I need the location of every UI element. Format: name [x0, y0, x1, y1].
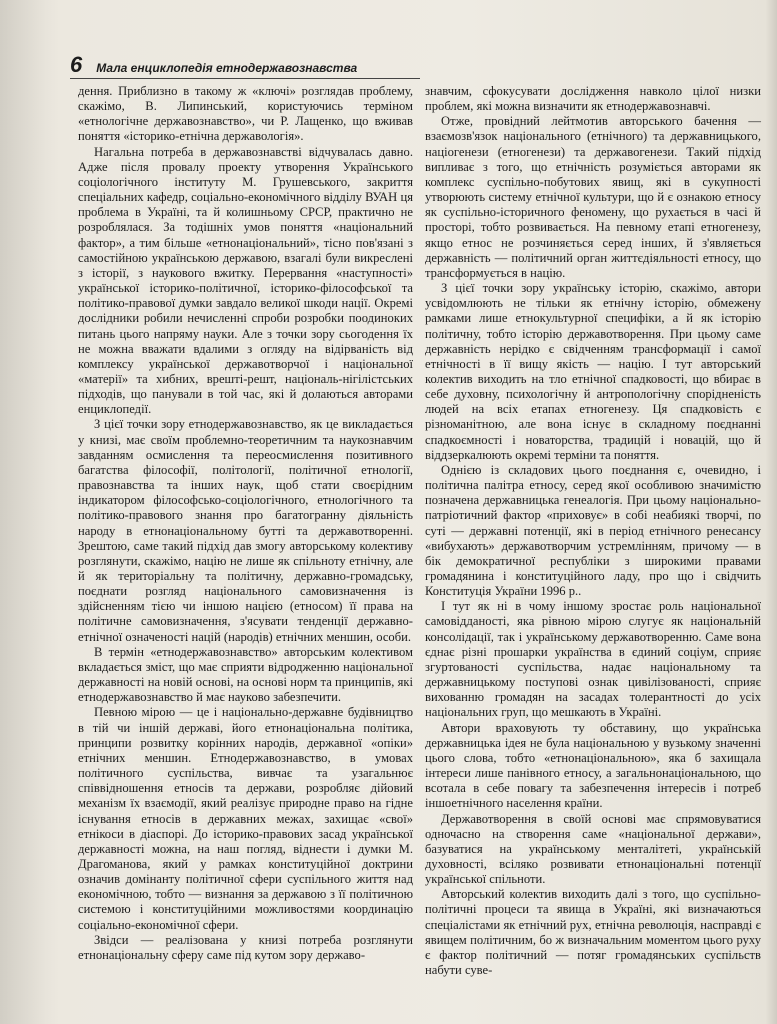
header-rule [70, 78, 420, 79]
paragraph: Нагальна потреба в державознавстві відчувалась давно. Адже після провалу проекту утворення Українського соціологічного інституту М. Грушевського, закриття спеціальних кафедр, соціально-економічного відділу ВУАН ця проблема в Україні, та й колишньому СРСР, практично не розроблялася. За тодішніх умов поняття «національний фактор», а тим більше «етнонаціональний», тісно пов'язані з самостійною українською державою, взагалі були викреслені з історії, з наукового вжитку. Перервання «наступності» української історико-політичної, історико-філософської та політико-правової думки завдало великої шкоди нації. Окремі дослідники робили нечисленні спроби розробки поодиноких питань цього напряму науки. Але з точки зору сьогодення їх не можна вважати вдалими з огляду на відірваність від комплексу української державотворчої і національної «матерії» та хибних, врешті-решт, національ-нігілістських підходів, що панували в той час, які й долаються авторами енциклопедії. [78, 144, 413, 417]
paragraph: Отже, провідний лейтмотив авторського бачення — взаємозв'язок національного (етнічного) та державницького, націогенези (етногенези) та державогенези. Такий підхід випливає з того, що етнічність розуміється авторами як комплекс суспільно-побутових явищ, які в сукупності утворюють систему етнічної культури, що й є ознакою етносу як суспільно-історичного феномену, що рухається в часі й просторі, тобто розвивається. На певному етапі етногенезу, якщо етнос не розчиняється серед інших, й з'являється державність — політичний орган життєдіяльності етносу, що трансформується в націю. [425, 114, 761, 280]
paragraph: В термін «етнодержавознавство» авторським колективом вкладається зміст, що має сприяти відродженню національної державності на новій основі, на основі норм та принципів, які етнодержавознавство й має науково забезпечити. [78, 644, 413, 705]
paragraph: І тут як ні в чому іншому зростає роль національної самовідданості, яка рівною мірою слугує як національній консолідації, так і українському державотворенню. Саме вона єднає різні прошарки українства в єдиний соціум, сприяє згуртованості суспільства, надає національному та державницькому поступові ознак цивілізованості, сприяє вихованню громадян на засадах толерантності до усіх національних груп, що мешкають в Україні. [425, 599, 761, 720]
running-title: Мала енциклопедія етнодержавознавства [96, 61, 358, 75]
paragraph: Авторський колектив виходить далі з того, що суспільно-політичні процеси та явища в Україні, які визначаються спеціалістами як етнічний рух, етнічна революція, насправді є явищем політичним, бо ж визначальним моментом цього руху є фактор політичний — потяг громадянських суспільств набути суве- [425, 887, 761, 978]
right-column [425, 84, 761, 978]
paragraph: З цієї точки зору етнодержавознавство, як це викладається у книзі, має своїм проблемно-теоретичним та наукознавчим завданням осмислення та переосмислення позитивного багатства філософії, політології, політичної етнології, правознавства та інших наук, щоб стати своєрідним індикатором філософсько-соціологічного, етнологічного та політико-правового знання про багатогранну діяльність народу в етнонаціональному бутті та державотворенні. Зрештою, саме такий підхід дав змогу авторському колективу розглянути, скажімо, націю не лише як спільноту етнічну, але й як територіальну та політичну, державно-громадську, поєднати розгляд національного самовизначення із здійсненням тією чи іншою нацією (етносом) її права на політичне самовизначення, з'ясувати тенденції державно-етнічної означеності націй (народів) етнічних меншин, особи. [78, 417, 413, 644]
paragraph: Однією із складових цього поєднання є, очевидно, і політична палітра етносу, серед якої особливою значимістю позначена державницька генеалогія. При цьому національно-патріотичний фактор «приховує» в собі неабиякі творчі, по суті — державні потенції, які в період етнічного ренесансу «вибухають» державотворчим устремлінням, причому — в бік демократичної республіки з широкими правами громадянина і конституційного ладу, про що і свідчить Конституція України 1996 р.. [425, 462, 761, 599]
page-edge-shadow [765, 0, 777, 1024]
left-column [78, 84, 413, 963]
page-number: 6 [70, 52, 83, 77]
paragraph: Державотворення в своїй основі має спрямовуватися одночасно на створення саме «національної держави», базуватися на українському менталітеті, українській духовності, всіляко розвивати етнонаціональні потенції української спільноти. [425, 811, 761, 887]
binding-shadow [0, 0, 60, 1024]
paragraph: Автори враховують ту обставину, що українська державницька ідея не була національною у вузькому значенні цього слова, тобто «етнонаціональною», яка б захищала інтереси лише панівного етносу, а загальнонаціональною, що всотала в себе повагу та забезпечення інтересів і потреб іншоетнічного населення країни. [425, 720, 761, 811]
paragraph: Певною мірою — це і національно-державне будівництво в тій чи іншій державі, його етнонаціональна політика, принципи розвитку корінних народів, державної «опіки» етнічних меншин. Етнодержавознавство, в умовах політичного суспільства, вивчає та узагальнює співвідношення етносів та держави, розробляє дійовий механізм їх взаємодії, який реалізує природне право на гідне існування етносів в державних межах, захищає «свої» етнікоси в діаспорі. До історико-правових засад української державності можна, на наш погляд, віднести і думки М. Драгоманова, який у рамках конституційної доктрини означив домінанту політичної сфери суспільного життя над економічною, тобто — визнання за державою з її політичною системою і конституційними можливостями координацію соціально-економічної сфери. [78, 705, 413, 932]
paragraph: знавчим, сфокусувати дослідження навколо цілої низки проблем, які можна визначити як етнодержавознавчі. [425, 84, 761, 114]
paragraph: Звідси — реалізована у книзі потреба розглянути етнонаціональну сферу саме під кутом зору державо- [78, 932, 413, 962]
paragraph: З цієї точки зору українську історію, скажімо, автори усвідомлюють не тільки як етнічну історію, обмежену рамками лише етнокультурної специфіки, а й як історію політичну, тобто історію державотворення. При цьому саме державність нерідко є свідченням трансформації і самої етнічності в її вищу якість — націю. І тут авторський колектив виходить на тло етнічної спадковості, що вбирає в себе духовну, психологічну й антропологічну спорідненість людей на всіх етапах етногенезу. Ця спадковість є різноманітною, але вона існує в складному поєднанні спадкоємності і новаторства, традицій і новацій, що й віддзеркалюють окремі терміни та поняття. [425, 281, 761, 462]
running-header [70, 50, 730, 76]
paragraph: дення. Приблизно в такому ж «ключі» розглядав проблему, скажімо, В. Липинський, користуючись терміном «етнологічне державознавство», чи Р. Лащенко, що вживав поняття «історико-етнічна державологія». [78, 84, 413, 144]
